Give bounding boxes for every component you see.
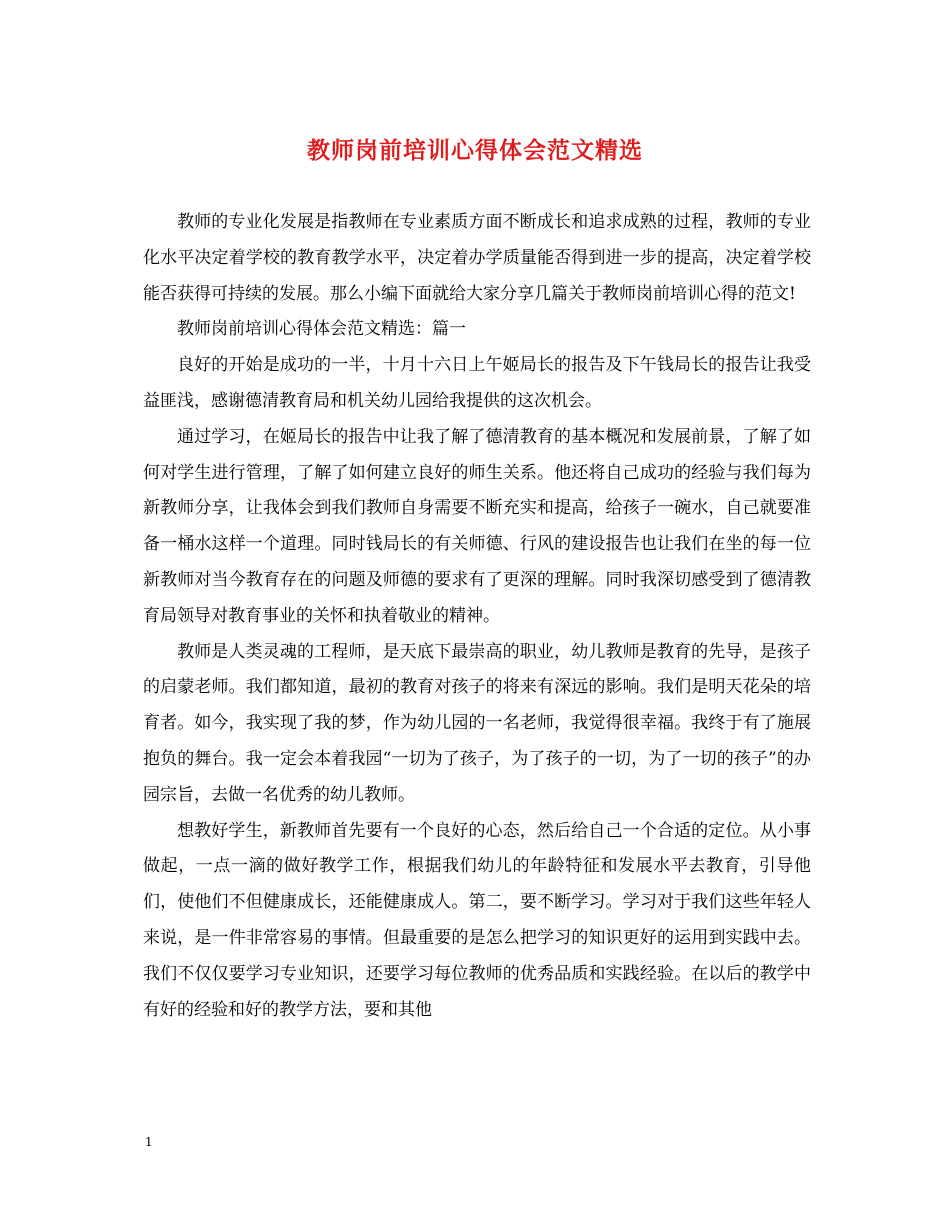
page-number: 1 <box>145 1135 153 1149</box>
section-heading: 教师岗前培训心得体会范文精选：篇一 <box>177 319 466 340</box>
document-title: 教师岗前培训心得体会范文精选 <box>307 137 643 164</box>
paragraph-intro: 教师的专业化发展是指教师在专业素质方面不断成长和追求成熟的过程，教师的专业化水平决定着学校的教育教学水平，决定着办学质量能否得到进一步的提高，决定着学校能否获得可持续的发展。那么小编下面就给大家分享几篇关于教师岗前培训心得的范文! <box>143 212 811 304</box>
document-body <box>143 205 811 1028</box>
paragraph: 通过学习，在姬局长的报告中让我了解了德清教育的基本概况和发展前景，了解了如何对学生进行管理，了解了如何建立良好的师生关系。他还将自己成功的经验与我们每为新教师分享，让我体会到我们教师自身需要不断充实和提高，给孩子一碗水，自己就要准备一桶水这样一个道理。同时钱局长的有关师德、行风的建设报告也让我们在坐的每一位新教师对当今教育存在的问题及师德的要求有了更深的理解。同时我深切感受到了德清教育局领导对教育事业的关怀和执着敬业的精神。 <box>143 426 811 626</box>
paragraph: 良好的开始是成功的一半，十月十六日上午姬局长的报告及下午钱局长的报告让我受益匪浅，感谢德清教育局和机关幼儿园给我提供的这次机会。 <box>143 355 811 411</box>
paragraph: 教师是人类灵魂的工程师，是天底下最崇高的职业，幼儿教师是教育的先导，是孩子的启蒙老师。我们都知道，最初的教育对孩子的将来有深远的影响。我们是明天花朵的培育者。如今，我实现了我的梦，作为幼儿园的一名老师，我觉得很幸福。我终于有了施展抱负的舞台。我一定会本着我园“一切为了孩子，为了孩子的一切，为了一切的孩子”的办园宗旨，去做一名优秀的幼儿教师。 <box>143 641 811 805</box>
paragraph: 想教好学生，新教师首先要有一个良好的心态，然后给自己一个合适的定位。从小事做起，一点一滴的做好教学工作，根据我们幼儿的年龄特征和发展水平去教育，引导他们，使他们不但健康成长，还能健康成人。第二，要不断学习。学习对于我们这些年轻人来说，是一件非常容易的事情。但最重要的是怎么把学习的知识更好的运用到实践中去。我们不仅仅要学习专业知识，还要学习每位教师的优秀品质和实践经验。在以后的教学中有好的经验和好的教学方法，要和其他 <box>143 820 811 1020</box>
